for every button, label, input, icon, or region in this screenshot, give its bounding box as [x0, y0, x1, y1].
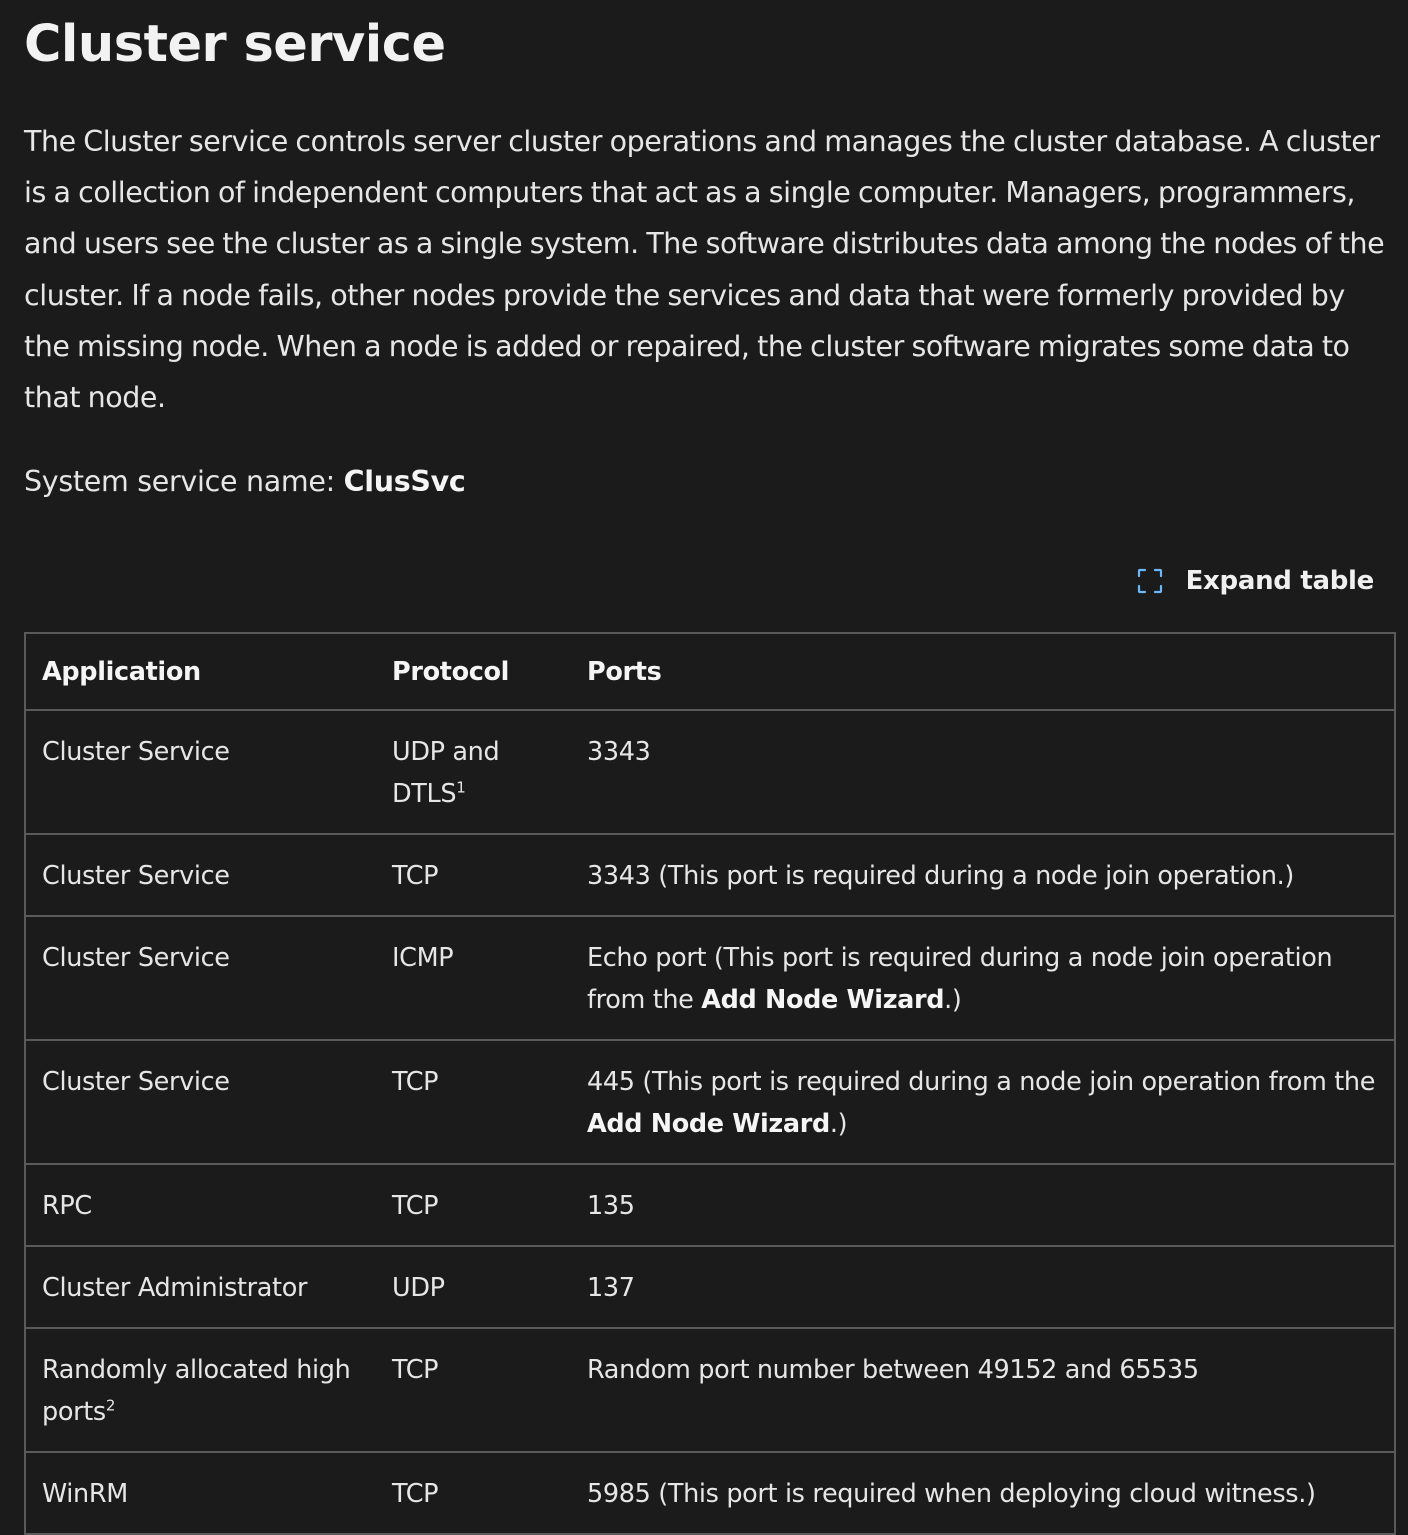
cell-protocol: TCP [376, 1328, 571, 1452]
cell-protocol: UDP [376, 1246, 571, 1328]
table-row [25, 1328, 1395, 1452]
intro-paragraph: The Cluster service controls server cluster operations and manages the cluster database. A cluster is a collection of independent computers that act as a single computer. Managers, programmers, and users see the cluster as a single system. The software distributes data among the nodes of the cluster. If a node fails, other nodes provide the services and data that were formerly provided by the missing node. When a node is added or repaired, the cluster software migrates some data to that node. [24, 125, 1385, 415]
add-node-wizard-text: Add Node Wizard [587, 1109, 830, 1139]
cell-application: Cluster Service [25, 710, 376, 834]
cell-ports: 135 [571, 1164, 1395, 1246]
cell-application: Cluster Service [25, 1040, 376, 1164]
cell-ports: 3343 (This port is required during a node join operation.) [571, 834, 1395, 916]
cell-protocol: TCP [392, 1479, 439, 1509]
cell-ports: 3343 [571, 710, 1395, 834]
cell-application: Cluster Service [25, 834, 376, 916]
column-header-ports: Ports [571, 633, 1395, 710]
cell-application: RPC [25, 1164, 376, 1246]
expand-table-button[interactable] [1136, 566, 1374, 596]
expand-icon [1136, 567, 1164, 595]
footnote-marker: 1 [456, 778, 466, 797]
table-row [25, 710, 1395, 834]
service-name-label: System service name: [24, 465, 344, 498]
table-row [25, 1452, 1395, 1534]
cell-application: Cluster Service [25, 916, 376, 1040]
table-row [25, 1246, 1395, 1328]
cell-protocol: TCP [376, 1040, 571, 1164]
cell-protocol: TCP [376, 1164, 571, 1246]
service-name-value: ClusSvc [343, 465, 466, 498]
column-header-protocol: Protocol [376, 633, 571, 710]
service-name-line [24, 458, 466, 506]
table-header-row [25, 633, 1395, 710]
cell-application: Randomly allocated high ports$^2$ [25, 1328, 376, 1452]
page-title: Cluster service [24, 15, 446, 74]
expand-table-label: Expand table [1185, 566, 1374, 596]
ports-table [24, 632, 1396, 1535]
cell-ports: Echo port (This port is required during a node join operation from the Add Node Wizard.) [571, 916, 1395, 1040]
cell-protocol: ICMP [376, 916, 571, 1040]
cell-protocol: UDP and DTLS$^1$ [376, 710, 571, 834]
cell-ports: 5985 (This port is required when deploying cloud witness.) [587, 1479, 1316, 1509]
table-row [25, 916, 1395, 1040]
footnote-marker: 2 [105, 1396, 116, 1415]
table-row [25, 834, 1395, 916]
cell-application: WinRM [42, 1479, 128, 1509]
column-header-application: Application [25, 633, 376, 710]
cell-ports: 445 (This port is required during a node join operation from the Add Node Wizard.) [571, 1040, 1395, 1164]
cell-application: Cluster Administrator [25, 1246, 376, 1328]
cell-ports: Random port number between 49152 and 65535 [571, 1328, 1395, 1452]
table-row [25, 1164, 1395, 1246]
add-node-wizard-text: Add Node Wizard [701, 985, 945, 1015]
table-row [25, 1040, 1395, 1164]
cell-protocol: TCP [376, 834, 571, 916]
cell-ports: 137 [571, 1246, 1395, 1328]
